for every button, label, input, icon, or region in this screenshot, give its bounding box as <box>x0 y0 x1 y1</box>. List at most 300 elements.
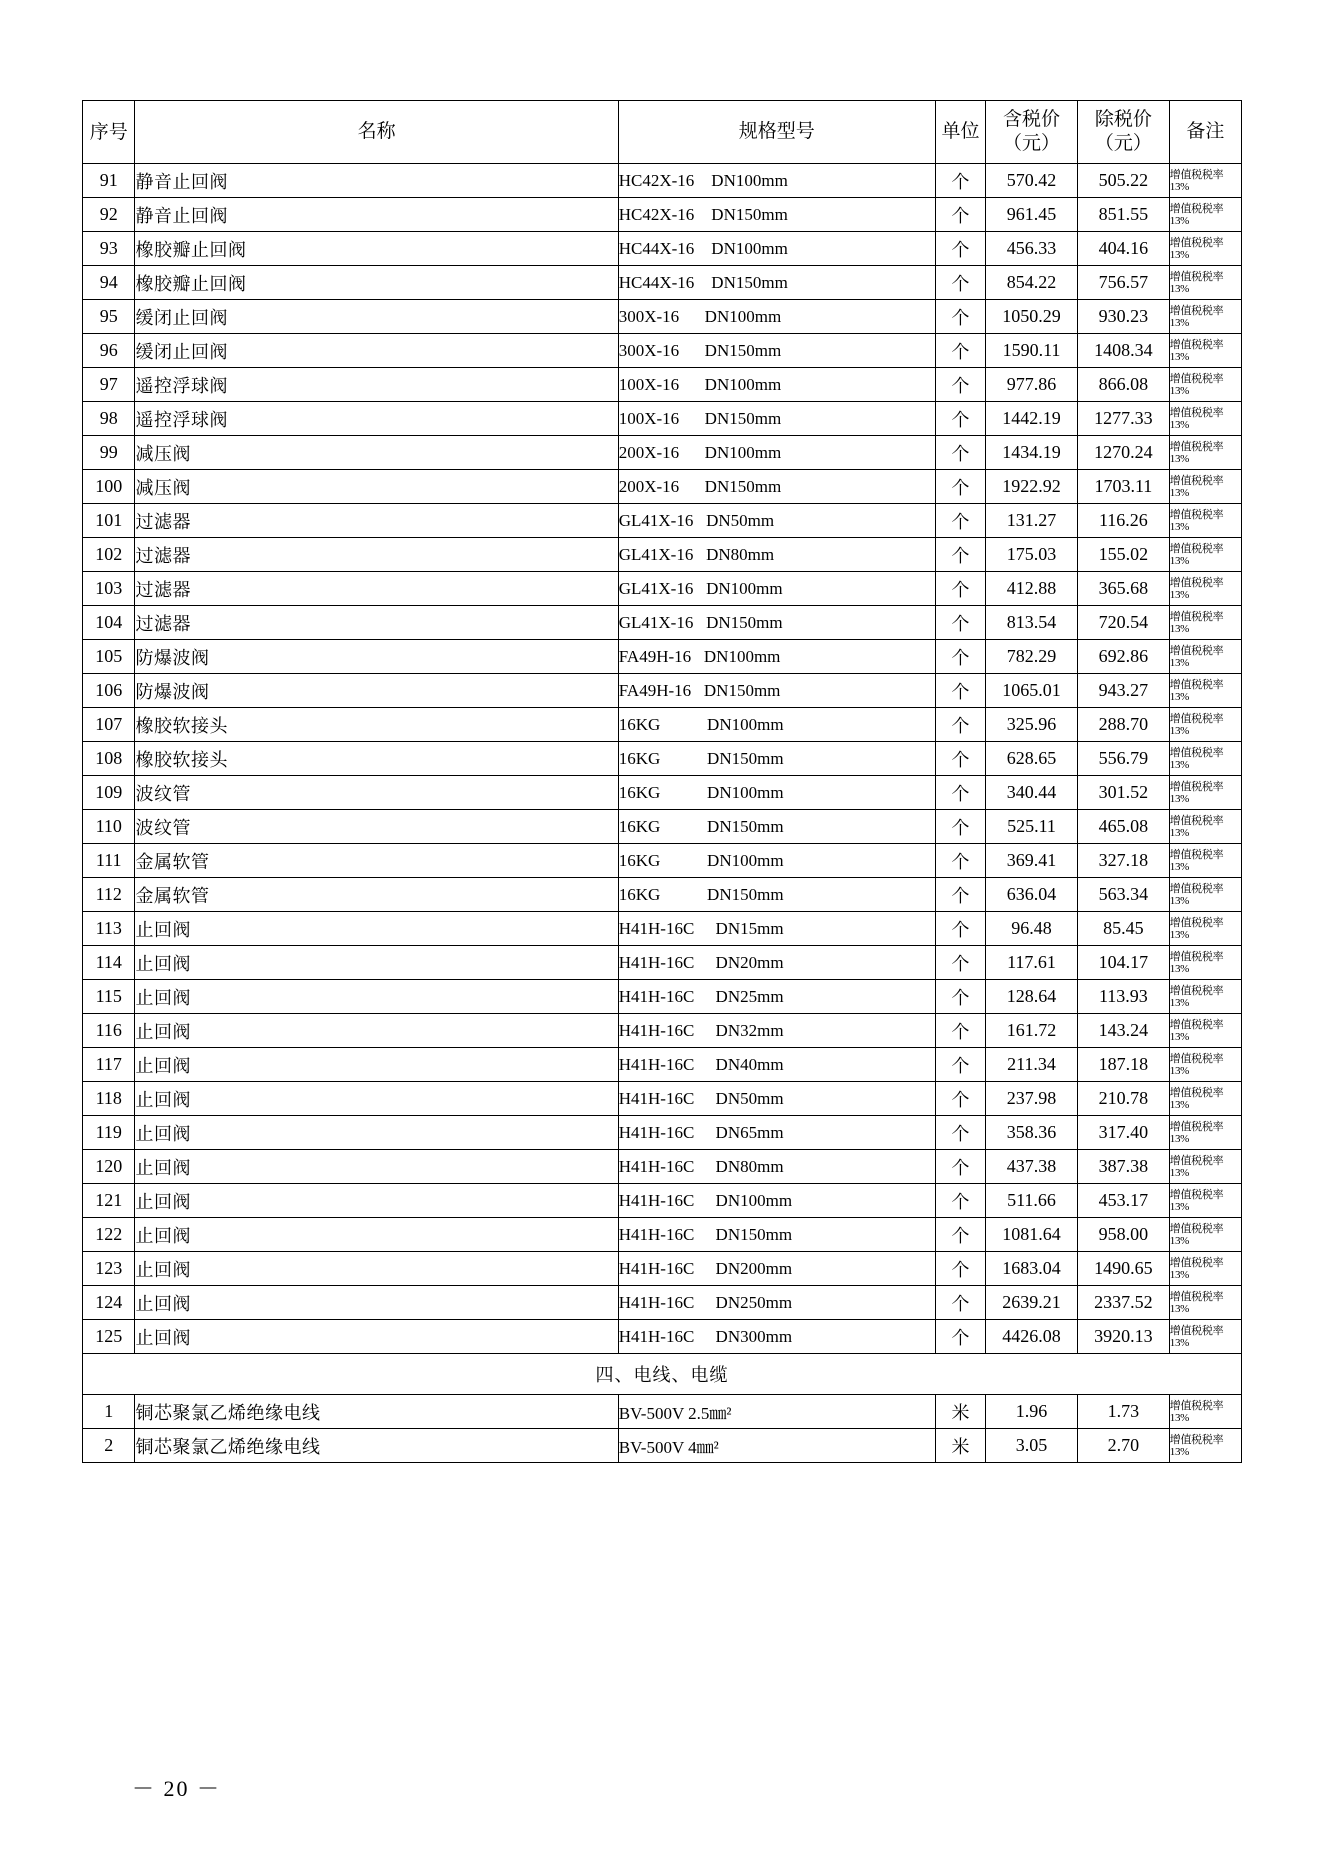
table-row <box>83 776 1242 810</box>
cell-remark: 增值税税率13% <box>1169 1082 1241 1116</box>
cell-price-tax-included: 813.54 <box>986 606 1078 640</box>
table-row <box>83 844 1242 878</box>
cell-index: 121 <box>83 1184 135 1218</box>
table-section-heading-row <box>83 1354 1242 1395</box>
table-row <box>83 300 1242 334</box>
cell-name: 波纹管 <box>135 810 618 844</box>
cell-remark: 增值税税率13% <box>1169 742 1241 776</box>
cell-price-tax-excluded: 387.38 <box>1077 1150 1169 1184</box>
table-row <box>83 1320 1242 1354</box>
cell-spec: 100X-16 DN100mm <box>618 368 935 402</box>
cell-name: 缓闭止回阀 <box>135 300 618 334</box>
cell-price-tax-excluded: 404.16 <box>1077 232 1169 266</box>
cell-index: 109 <box>83 776 135 810</box>
cell-index: 119 <box>83 1116 135 1150</box>
cell-price-tax-included: 131.27 <box>986 504 1078 538</box>
cell-index: 112 <box>83 878 135 912</box>
cell-price-tax-excluded: 720.54 <box>1077 606 1169 640</box>
cell-unit: 个 <box>935 1014 985 1048</box>
cell-name: 止回阀 <box>135 1218 618 1252</box>
cell-name: 橡胶瓣止回阀 <box>135 232 618 266</box>
table-row <box>83 878 1242 912</box>
cell-unit: 个 <box>935 164 985 198</box>
cell-price-tax-excluded: 116.26 <box>1077 504 1169 538</box>
cell-spec: HC42X-16 DN100mm <box>618 164 935 198</box>
cell-price-tax-included: 1442.19 <box>986 402 1078 436</box>
cell-remark: 增值税税率13% <box>1169 1320 1241 1354</box>
table-header-row <box>83 101 1242 164</box>
cell-unit: 个 <box>935 776 985 810</box>
cell-name: 减压阀 <box>135 436 618 470</box>
cell-name: 止回阀 <box>135 1150 618 1184</box>
cell-price-tax-included: 977.86 <box>986 368 1078 402</box>
cell-unit: 个 <box>935 232 985 266</box>
cell-price-tax-included: 1065.01 <box>986 674 1078 708</box>
cell-name: 止回阀 <box>135 912 618 946</box>
cell-remark: 增值税税率13% <box>1169 1116 1241 1150</box>
cell-price-tax-excluded: 155.02 <box>1077 538 1169 572</box>
cell-price-tax-included: 1683.04 <box>986 1252 1078 1286</box>
cell-price-tax-excluded: 2.70 <box>1077 1429 1169 1463</box>
cell-price-tax-excluded: 1408.34 <box>1077 334 1169 368</box>
cell-remark: 增值税税率13% <box>1169 164 1241 198</box>
cell-price-tax-included: 961.45 <box>986 198 1078 232</box>
cell-price-tax-included: 525.11 <box>986 810 1078 844</box>
table-row <box>83 368 1242 402</box>
cell-price-tax-included: 211.34 <box>986 1048 1078 1082</box>
cell-index: 1 <box>83 1395 135 1429</box>
cell-unit: 个 <box>935 266 985 300</box>
cell-price-tax-excluded: 756.57 <box>1077 266 1169 300</box>
cell-spec: HC44X-16 DN100mm <box>618 232 935 266</box>
cell-spec: H41H-16C DN100mm <box>618 1184 935 1218</box>
cell-price-tax-included: 854.22 <box>986 266 1078 300</box>
cell-price-tax-excluded: 943.27 <box>1077 674 1169 708</box>
cell-price-tax-excluded: 1270.24 <box>1077 436 1169 470</box>
cell-spec: H41H-16C DN40mm <box>618 1048 935 1082</box>
cell-index: 93 <box>83 232 135 266</box>
table-row <box>83 606 1242 640</box>
cell-price-tax-included: 3.05 <box>986 1429 1078 1463</box>
cell-price-tax-included: 175.03 <box>986 538 1078 572</box>
cell-unit: 个 <box>935 1082 985 1116</box>
cell-price-tax-included: 1050.29 <box>986 300 1078 334</box>
cell-spec: 16KG DN150mm <box>618 878 935 912</box>
cell-index: 108 <box>83 742 135 776</box>
cell-index: 116 <box>83 1014 135 1048</box>
cell-remark: 增值税税率13% <box>1169 1184 1241 1218</box>
cell-remark: 增值税税率13% <box>1169 776 1241 810</box>
cell-price-tax-excluded: 930.23 <box>1077 300 1169 334</box>
header-name: 名称 <box>135 101 618 164</box>
cell-spec: H41H-16C DN300mm <box>618 1320 935 1354</box>
cell-spec: H41H-16C DN150mm <box>618 1218 935 1252</box>
cell-price-tax-excluded: 1703.11 <box>1077 470 1169 504</box>
cell-price-tax-excluded: 465.08 <box>1077 810 1169 844</box>
cell-index: 105 <box>83 640 135 674</box>
table-row <box>83 1429 1242 1463</box>
cell-price-tax-included: 511.66 <box>986 1184 1078 1218</box>
table-row <box>83 572 1242 606</box>
header-spec: 规格型号 <box>618 101 935 164</box>
cell-spec: 200X-16 DN100mm <box>618 436 935 470</box>
cell-index: 96 <box>83 334 135 368</box>
cell-index: 102 <box>83 538 135 572</box>
cell-index: 122 <box>83 1218 135 1252</box>
table-row <box>83 1048 1242 1082</box>
cell-price-tax-included: 1434.19 <box>986 436 1078 470</box>
cell-unit: 个 <box>935 300 985 334</box>
cell-spec: GL41X-16 DN100mm <box>618 572 935 606</box>
cell-price-tax-excluded: 453.17 <box>1077 1184 1169 1218</box>
cell-price-tax-included: 2639.21 <box>986 1286 1078 1320</box>
cell-index: 125 <box>83 1320 135 1354</box>
cell-spec: 16KG DN100mm <box>618 776 935 810</box>
cell-spec: H41H-16C DN50mm <box>618 1082 935 1116</box>
cell-index: 95 <box>83 300 135 334</box>
cell-index: 92 <box>83 198 135 232</box>
table-row <box>83 674 1242 708</box>
cell-spec: BV-500V 2.5㎜² <box>618 1395 935 1429</box>
table-row <box>83 708 1242 742</box>
table-row <box>83 1184 1242 1218</box>
cell-spec: H41H-16C DN32mm <box>618 1014 935 1048</box>
cell-remark: 增值税税率13% <box>1169 402 1241 436</box>
table-body <box>83 164 1242 1463</box>
cell-unit: 个 <box>935 1252 985 1286</box>
table-row <box>83 436 1242 470</box>
cell-price-tax-excluded: 210.78 <box>1077 1082 1169 1116</box>
cell-price-tax-excluded: 958.00 <box>1077 1218 1169 1252</box>
cell-spec: H41H-16C DN15mm <box>618 912 935 946</box>
cell-spec: H41H-16C DN25mm <box>618 980 935 1014</box>
cell-price-tax-included: 369.41 <box>986 844 1078 878</box>
cell-spec: H41H-16C DN65mm <box>618 1116 935 1150</box>
cell-spec: 100X-16 DN150mm <box>618 402 935 436</box>
cell-unit: 个 <box>935 470 985 504</box>
cell-remark: 增值税税率13% <box>1169 504 1241 538</box>
cell-price-tax-included: 358.36 <box>986 1116 1078 1150</box>
cell-price-tax-included: 1590.11 <box>986 334 1078 368</box>
cell-unit: 个 <box>935 504 985 538</box>
table-row <box>83 1116 1242 1150</box>
cell-index: 91 <box>83 164 135 198</box>
cell-unit: 个 <box>935 368 985 402</box>
cell-name: 金属软管 <box>135 878 618 912</box>
table-row <box>83 1252 1242 1286</box>
cell-unit: 个 <box>935 606 985 640</box>
cell-price-tax-excluded: 556.79 <box>1077 742 1169 776</box>
cell-name: 静音止回阀 <box>135 164 618 198</box>
cell-unit: 个 <box>935 572 985 606</box>
cell-price-tax-excluded: 301.52 <box>1077 776 1169 810</box>
cell-index: 103 <box>83 572 135 606</box>
table-row <box>83 810 1242 844</box>
header-price-tax-excluded: 除税价（元） <box>1077 101 1169 164</box>
cell-price-tax-excluded: 327.18 <box>1077 844 1169 878</box>
cell-spec: H41H-16C DN250mm <box>618 1286 935 1320</box>
cell-index: 110 <box>83 810 135 844</box>
table-row <box>83 266 1242 300</box>
cell-unit: 个 <box>935 436 985 470</box>
cell-remark: 增值税税率13% <box>1169 232 1241 266</box>
price-table <box>82 100 1242 1463</box>
cell-price-tax-included: 412.88 <box>986 572 1078 606</box>
cell-price-tax-included: 628.65 <box>986 742 1078 776</box>
cell-spec: GL41X-16 DN50mm <box>618 504 935 538</box>
cell-remark: 增值税税率13% <box>1169 300 1241 334</box>
cell-index: 117 <box>83 1048 135 1082</box>
cell-index: 124 <box>83 1286 135 1320</box>
cell-unit: 个 <box>935 1048 985 1082</box>
cell-index: 98 <box>83 402 135 436</box>
table-row <box>83 640 1242 674</box>
cell-unit: 个 <box>935 878 985 912</box>
cell-remark: 增值税税率13% <box>1169 1286 1241 1320</box>
cell-name: 金属软管 <box>135 844 618 878</box>
cell-name: 止回阀 <box>135 1082 618 1116</box>
table-row <box>83 742 1242 776</box>
table-row <box>83 912 1242 946</box>
cell-name: 止回阀 <box>135 1014 618 1048</box>
cell-price-tax-included: 325.96 <box>986 708 1078 742</box>
cell-price-tax-included: 340.44 <box>986 776 1078 810</box>
cell-spec: HC44X-16 DN150mm <box>618 266 935 300</box>
cell-name: 止回阀 <box>135 1048 618 1082</box>
cell-index: 123 <box>83 1252 135 1286</box>
cell-spec: GL41X-16 DN80mm <box>618 538 935 572</box>
cell-price-tax-included: 117.61 <box>986 946 1078 980</box>
cell-unit: 个 <box>935 946 985 980</box>
cell-remark: 增值税税率13% <box>1169 436 1241 470</box>
table-row <box>83 1082 1242 1116</box>
cell-unit: 个 <box>935 1286 985 1320</box>
cell-index: 101 <box>83 504 135 538</box>
cell-price-tax-included: 4426.08 <box>986 1320 1078 1354</box>
cell-name: 橡胶软接头 <box>135 742 618 776</box>
cell-remark: 增值税税率13% <box>1169 946 1241 980</box>
cell-price-tax-excluded: 288.70 <box>1077 708 1169 742</box>
cell-price-tax-excluded: 2337.52 <box>1077 1286 1169 1320</box>
cell-unit: 个 <box>935 844 985 878</box>
cell-remark: 增值税税率13% <box>1169 1252 1241 1286</box>
cell-name: 铜芯聚氯乙烯绝缘电线 <box>135 1395 618 1429</box>
cell-index: 99 <box>83 436 135 470</box>
cell-name: 止回阀 <box>135 1252 618 1286</box>
cell-unit: 个 <box>935 912 985 946</box>
cell-name: 止回阀 <box>135 1320 618 1354</box>
cell-price-tax-excluded: 113.93 <box>1077 980 1169 1014</box>
table-row <box>83 1395 1242 1429</box>
cell-price-tax-excluded: 365.68 <box>1077 572 1169 606</box>
cell-remark: 增值税税率13% <box>1169 980 1241 1014</box>
cell-index: 120 <box>83 1150 135 1184</box>
cell-spec: 16KG DN100mm <box>618 708 935 742</box>
cell-unit: 个 <box>935 742 985 776</box>
cell-unit: 个 <box>935 1218 985 1252</box>
cell-name: 过滤器 <box>135 606 618 640</box>
cell-remark: 增值税税率13% <box>1169 470 1241 504</box>
cell-name: 止回阀 <box>135 1116 618 1150</box>
cell-unit: 米 <box>935 1429 985 1463</box>
cell-unit: 米 <box>935 1395 985 1429</box>
cell-spec: H41H-16C DN80mm <box>618 1150 935 1184</box>
cell-index: 115 <box>83 980 135 1014</box>
cell-remark: 增值税税率13% <box>1169 878 1241 912</box>
cell-price-tax-included: 782.29 <box>986 640 1078 674</box>
cell-index: 104 <box>83 606 135 640</box>
cell-index: 107 <box>83 708 135 742</box>
table-row <box>83 1286 1242 1320</box>
cell-name: 遥控浮球阀 <box>135 368 618 402</box>
cell-spec: BV-500V 4㎜² <box>618 1429 935 1463</box>
cell-price-tax-excluded: 563.34 <box>1077 878 1169 912</box>
cell-remark: 增值税税率13% <box>1169 1150 1241 1184</box>
cell-unit: 个 <box>935 1116 985 1150</box>
cell-price-tax-excluded: 85.45 <box>1077 912 1169 946</box>
table-row <box>83 946 1242 980</box>
cell-remark: 增值税税率13% <box>1169 640 1241 674</box>
cell-price-tax-excluded: 317.40 <box>1077 1116 1169 1150</box>
cell-price-tax-included: 128.64 <box>986 980 1078 1014</box>
cell-index: 2 <box>83 1429 135 1463</box>
cell-name: 过滤器 <box>135 538 618 572</box>
cell-name: 过滤器 <box>135 504 618 538</box>
cell-index: 94 <box>83 266 135 300</box>
table-row <box>83 470 1242 504</box>
cell-remark: 增值税税率13% <box>1169 708 1241 742</box>
cell-remark: 增值税税率13% <box>1169 198 1241 232</box>
cell-name: 止回阀 <box>135 946 618 980</box>
header-index: 序号 <box>83 101 135 164</box>
cell-unit: 个 <box>935 334 985 368</box>
cell-price-tax-included: 1081.64 <box>986 1218 1078 1252</box>
cell-price-tax-included: 437.38 <box>986 1150 1078 1184</box>
cell-price-tax-included: 570.42 <box>986 164 1078 198</box>
cell-unit: 个 <box>935 402 985 436</box>
cell-remark: 增值税税率13% <box>1169 368 1241 402</box>
cell-remark: 增值税税率13% <box>1169 572 1241 606</box>
table-row <box>83 1218 1242 1252</box>
cell-index: 113 <box>83 912 135 946</box>
cell-spec: H41H-16C DN200mm <box>618 1252 935 1286</box>
cell-unit: 个 <box>935 1184 985 1218</box>
cell-name: 橡胶瓣止回阀 <box>135 266 618 300</box>
cell-unit: 个 <box>935 980 985 1014</box>
cell-remark: 增值税税率13% <box>1169 334 1241 368</box>
cell-index: 100 <box>83 470 135 504</box>
cell-unit: 个 <box>935 708 985 742</box>
cell-price-tax-included: 96.48 <box>986 912 1078 946</box>
cell-spec: 16KG DN150mm <box>618 810 935 844</box>
table-row <box>83 232 1242 266</box>
cell-remark: 增值税税率13% <box>1169 266 1241 300</box>
cell-name: 止回阀 <box>135 1184 618 1218</box>
cell-unit: 个 <box>935 640 985 674</box>
cell-price-tax-excluded: 1277.33 <box>1077 402 1169 436</box>
section-title: 四、电线、电缆 <box>83 1354 1242 1395</box>
cell-index: 106 <box>83 674 135 708</box>
cell-remark: 增值税税率13% <box>1169 912 1241 946</box>
cell-name: 橡胶软接头 <box>135 708 618 742</box>
cell-price-tax-excluded: 104.17 <box>1077 946 1169 980</box>
cell-spec: 16KG DN150mm <box>618 742 935 776</box>
header-unit: 单位 <box>935 101 985 164</box>
cell-price-tax-excluded: 1.73 <box>1077 1395 1169 1429</box>
table-row <box>83 334 1242 368</box>
cell-name: 止回阀 <box>135 1286 618 1320</box>
cell-name: 铜芯聚氯乙烯绝缘电线 <box>135 1429 618 1463</box>
cell-spec: HC42X-16 DN150mm <box>618 198 935 232</box>
cell-remark: 增值税税率13% <box>1169 1048 1241 1082</box>
table-row <box>83 1014 1242 1048</box>
cell-name: 止回阀 <box>135 980 618 1014</box>
cell-price-tax-included: 636.04 <box>986 878 1078 912</box>
table-row <box>83 402 1242 436</box>
cell-price-tax-excluded: 1490.65 <box>1077 1252 1169 1286</box>
cell-price-tax-excluded: 851.55 <box>1077 198 1169 232</box>
cell-remark: 增值税税率13% <box>1169 810 1241 844</box>
cell-name: 波纹管 <box>135 776 618 810</box>
cell-price-tax-included: 456.33 <box>986 232 1078 266</box>
cell-price-tax-excluded: 143.24 <box>1077 1014 1169 1048</box>
cell-remark: 增值税税率13% <box>1169 1218 1241 1252</box>
cell-unit: 个 <box>935 538 985 572</box>
cell-unit: 个 <box>935 198 985 232</box>
cell-index: 114 <box>83 946 135 980</box>
table-row <box>83 164 1242 198</box>
table-row <box>83 980 1242 1014</box>
table-row <box>83 538 1242 572</box>
cell-price-tax-excluded: 505.22 <box>1077 164 1169 198</box>
cell-index: 111 <box>83 844 135 878</box>
cell-spec: 300X-16 DN150mm <box>618 334 935 368</box>
cell-price-tax-excluded: 692.86 <box>1077 640 1169 674</box>
cell-spec: FA49H-16 DN100mm <box>618 640 935 674</box>
cell-price-tax-excluded: 187.18 <box>1077 1048 1169 1082</box>
cell-price-tax-excluded: 3920.13 <box>1077 1320 1169 1354</box>
cell-remark: 增值税税率13% <box>1169 1395 1241 1429</box>
cell-unit: 个 <box>935 1320 985 1354</box>
cell-index: 118 <box>83 1082 135 1116</box>
cell-name: 过滤器 <box>135 572 618 606</box>
cell-unit: 个 <box>935 1150 985 1184</box>
cell-remark: 增值税税率13% <box>1169 1014 1241 1048</box>
table-header <box>83 101 1242 164</box>
cell-spec: GL41X-16 DN150mm <box>618 606 935 640</box>
cell-index: 97 <box>83 368 135 402</box>
cell-name: 遥控浮球阀 <box>135 402 618 436</box>
header-price-tax-included: 含税价（元） <box>986 101 1078 164</box>
page-number: － 20 － <box>132 1776 222 1801</box>
cell-price-tax-included: 161.72 <box>986 1014 1078 1048</box>
cell-remark: 增值税税率13% <box>1169 674 1241 708</box>
cell-remark: 增值税税率13% <box>1169 538 1241 572</box>
cell-remark: 增值税税率13% <box>1169 844 1241 878</box>
cell-remark: 增值税税率13% <box>1169 1429 1241 1463</box>
cell-spec: FA49H-16 DN150mm <box>618 674 935 708</box>
cell-price-tax-excluded: 866.08 <box>1077 368 1169 402</box>
cell-price-tax-included: 1.96 <box>986 1395 1078 1429</box>
table-row <box>83 504 1242 538</box>
cell-unit: 个 <box>935 674 985 708</box>
cell-name: 缓闭止回阀 <box>135 334 618 368</box>
cell-price-tax-included: 1922.92 <box>986 470 1078 504</box>
cell-remark: 增值税税率13% <box>1169 606 1241 640</box>
cell-price-tax-included: 237.98 <box>986 1082 1078 1116</box>
cell-name: 防爆波阀 <box>135 674 618 708</box>
header-remark: 备注 <box>1169 101 1241 164</box>
